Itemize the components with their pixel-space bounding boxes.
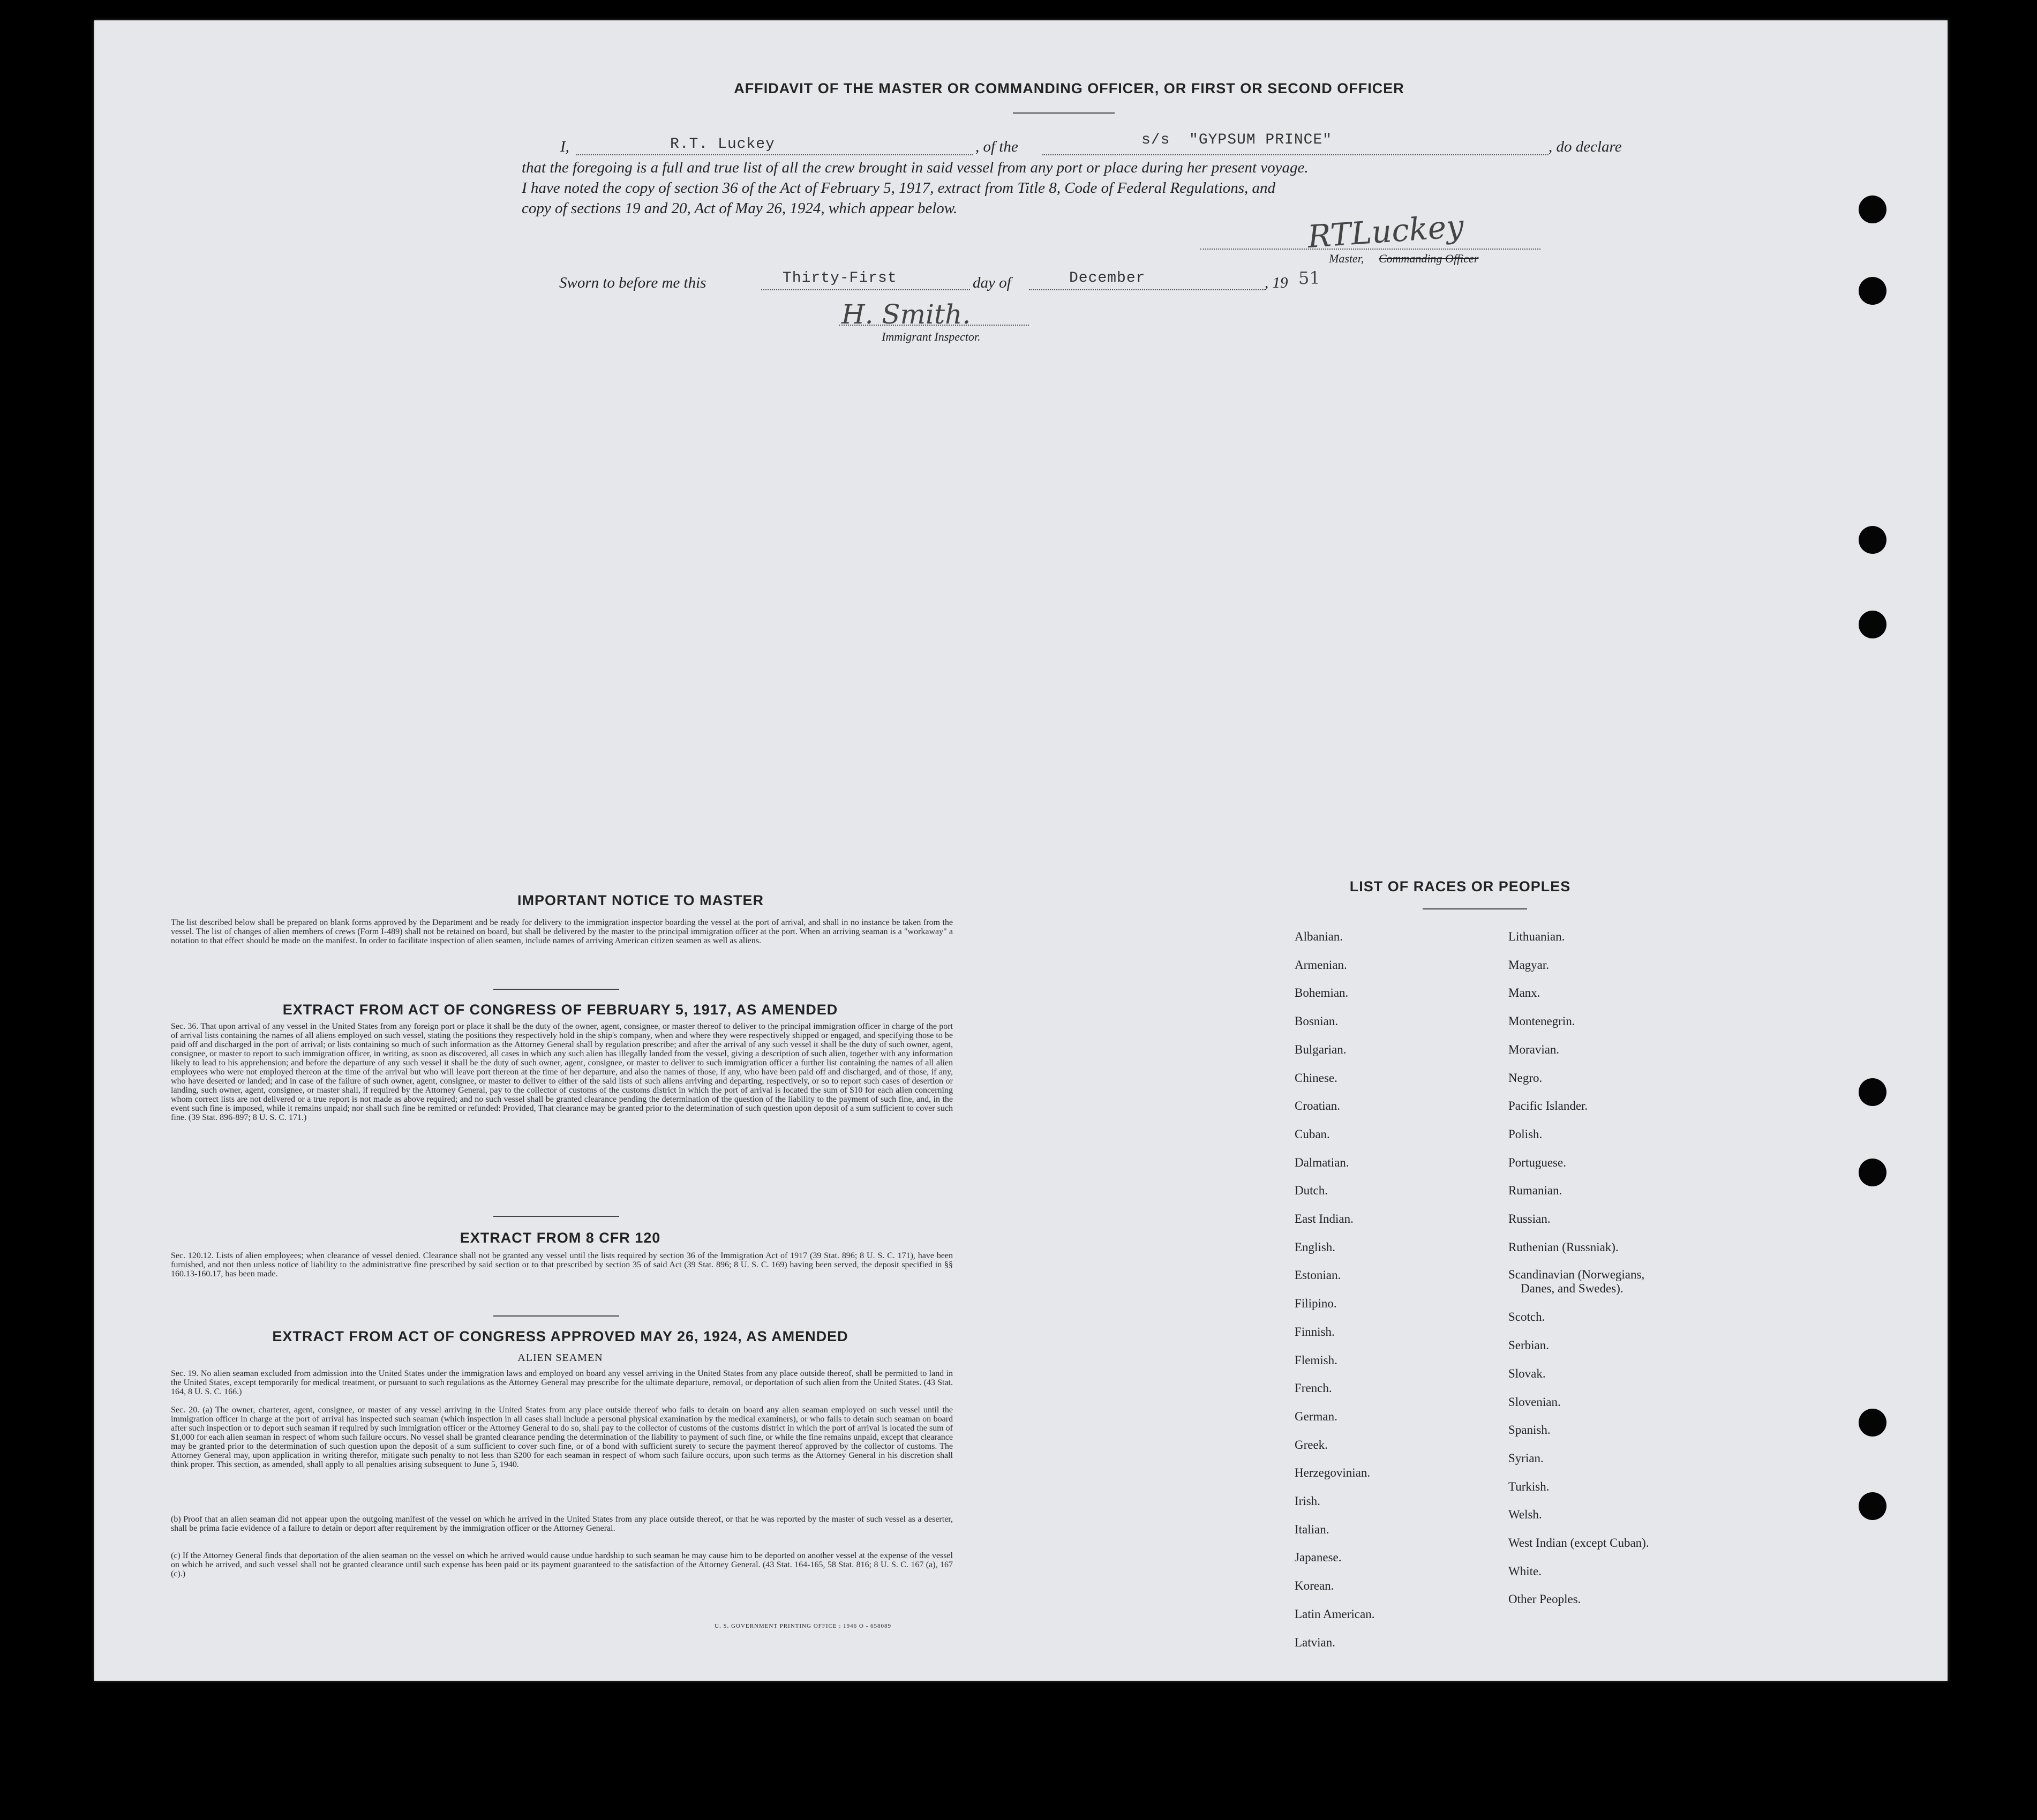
race-item: English.	[1295, 1240, 1336, 1254]
extract-8cfr-title: EXTRACT FROM 8 CFR 120	[460, 1230, 661, 1246]
vessel-line	[1042, 154, 1549, 155]
race-item: Flemish.	[1295, 1353, 1337, 1367]
race-item: West Indian (except Cuban).	[1508, 1536, 1649, 1550]
i-label: I,	[560, 138, 569, 155]
races-rule	[1423, 908, 1527, 909]
master-label-struck: Commanding Officer	[1379, 252, 1479, 265]
day-of-label: day of	[973, 274, 1011, 291]
extract-1924-sec20c: (c) If the Attorney General finds that deportation of the alien seaman on the vessel on which he arrived would cause undue hardship to such seaman he may cause him to be deported on another vessel at the expense of the vessel on which he arrived, and such vessel shall not be granted clearance until such expense has been paid or its payment guaranteed to the satisfaction of the Attorney General. (43 Stat. 164-165, 58 Stat. 816; 8 U. S. C. 167 (a), 167 (c).)	[171, 1551, 953, 1578]
punch-hole	[1859, 1078, 1886, 1106]
race-item: Irish.	[1295, 1494, 1320, 1508]
race-item: Manx.	[1508, 986, 1540, 1000]
master-signature-line	[1200, 249, 1540, 250]
punch-hole	[1859, 1159, 1886, 1186]
sworn-day: Thirty-First	[783, 270, 897, 287]
notice-title: IMPORTANT NOTICE TO MASTER	[517, 892, 764, 908]
race-item: Welsh.	[1508, 1508, 1542, 1522]
race-item: Ruthenian (Russniak).	[1508, 1240, 1619, 1254]
inspector-signature: H. Smith.	[841, 299, 971, 330]
title-rule	[1013, 112, 1115, 114]
extract-1924-subtitle: ALIEN SEAMEN	[517, 1352, 603, 1364]
races-left-column	[1295, 923, 1487, 1657]
race-item: Rumanian.	[1508, 1184, 1562, 1198]
punch-hole	[1859, 526, 1886, 554]
extract-1917-text: Sec. 36. That upon arrival of any vessel in the United States from any foreign port or place it shall be the duty of the owner, agent, consignee, or master thereof to deliver to the principal immigration officer in charge of the port of arrival lists containing the names of all aliens employed on such vessel, stating the positions they respectively hold in the ship's company, when and where they were respectively shipped or engaged, and specifying those to be paid off and discharged in the port of arrival; or lists containing so much of such information as the Attorney General shall by regulation prescribe; and after the arrival of any such vessel it shall be the duty of such owner, agent, consignee, or master to report to such immigration officer, in writing, as soon as discovered, all cases in which any such alien has illegally landed from the vessel, giving a description of such alien, together with any information likely to lead to his apprehension; and before the departure of any such vessel it shall be the duty of such owner, agent, consignee, or master to deliver to such immigration officer a further list containing the names of all alien employees who were not employed thereon at the time of the arrival but who will leave port thereon at the time of her departure, and also the names of those, if any, who have been paid off and discharged, and of those, if any, who have deserted or landed; and in case of the failure of such owner, agent, consignee, or master to deliver to either of the said lists of such aliens arriving and departing, respectively, or so to report such cases of desertion or landing, such owner, agent, consignee, or master shall, if required by the Attorney General, pay to the collector of customs of the customs district in which the port of arrival is located the sum of $10 for each alien concerning whom correct lists are not delivered or a true report is not made as above required; and no such vessel shall be granted clearance pending the determination of the question of the liability to the payment of such fine, and, in the event such fine is imposed, while it remains unpaid; nor shall such fine be remitted or refunded: Provided, That clearance may be granted prior to the determination of such question upon deposit of a sum sufficient to cover such fine. (39 Stat. 896-897; 8 U. S. C. 171.)	[171, 1022, 953, 1122]
race-item: Bosnian.	[1295, 1014, 1339, 1028]
extract-1924-sec20b: (b) Proof that an alien seaman did not appear upon the outgoing manifest of the vessel on which he arrived in the United States from any place outside thereof, or that he was reported by the master of such vessel as a deserter, shall be prima facie evidence of a failure to detain or deport after requirement by the immigration officer or the Attorney General.	[171, 1515, 953, 1533]
sworn-label: Sworn to before me this	[559, 274, 706, 291]
race-item: Slovak.	[1508, 1366, 1546, 1380]
race-item: Korean.	[1295, 1579, 1334, 1593]
race-item: Finnish.	[1295, 1325, 1335, 1338]
race-item: Bulgarian.	[1295, 1042, 1347, 1056]
race-item: Armenian.	[1295, 958, 1347, 972]
races-right-column	[1508, 923, 1830, 1614]
race-item: Magyar.	[1508, 958, 1550, 972]
race-item: Dutch.	[1295, 1184, 1328, 1198]
extract-1924-title: EXTRACT FROM ACT OF CONGRESS APPROVED MAY 26, 1924, AS AMENDED	[272, 1328, 848, 1344]
declare-label: , do declare	[1549, 138, 1622, 155]
race-item: Pacific Islander.	[1508, 1099, 1588, 1113]
year-prefix: , 19	[1265, 274, 1288, 291]
extract-1924-sec20a: Sec. 20. (a) The owner, charterer, agent, consignee, or master of any vessel arriving in the United States from any place outside thereof who fails to detain on board any alien seaman employed on such vessel until the immigration officer in charge at the port of arrival has inspected such seaman (which inspection in all cases shall include a personal physical examination by the medical examiners), or who fails to detain such seaman on board after such inspection or to deport such seaman if required by such immigration officer or the Attorney General to do so, shall pay to the collector of customs of the customs district in which the port of arrival is located the sum of $1,000 for each alien seaman in respect of whom such failure occurs. No vessel shall be granted clearance pending the determination of the liability to payment of such fine, or while the fine remains unpaid, except that clearance may be granted prior to the determination of such question upon the deposit of a sum sufficient to cover such fine, or of a bond with sufficient surety to secure the payment thereof approved by the collector of customs. The Attorney General may, upon application in writing therefor, mitigate such penalty to not less than $200 for each seaman in respect of whom such failure occurs, upon such terms as the Attorney General in his discretion shall think proper. This section, as amended, shall apply to all penalties arising subsequent to June 5, 1940.	[171, 1405, 953, 1469]
race-item: Croatian.	[1295, 1099, 1340, 1113]
race-item: Negro.	[1508, 1071, 1543, 1085]
extract-1924-sec19: Sec. 19. No alien seaman excluded from admission into the United States under the immigration laws and employed on board any vessel arriving in the United States from any place outside thereof, shall be permitted to land in the United States, except temporarily for medical treatment, or pursuant to such regulations as the Attorney General may prescribe for the ultimate departure, removal, or deportation of such alien from the United States. (43 Stat. 164, 8 U. S. C. 166.)	[171, 1369, 953, 1396]
master-signature: RTLuckey	[1306, 207, 1465, 255]
punch-hole	[1859, 1492, 1886, 1520]
race-item: Latvian.	[1295, 1635, 1335, 1649]
sworn-month-line	[1029, 289, 1265, 290]
punch-hole	[1859, 1409, 1886, 1437]
extract-1917-title: EXTRACT FROM ACT OF CONGRESS OF FEBRUARY 5, 1917, AS AMENDED	[282, 1002, 838, 1018]
affidavit-line-2: that the foregoing is a full and true list of all the crew brought in said vessel from any port or place during her present voyage.	[522, 159, 1309, 176]
inspector-label: Immigrant Inspector.	[882, 330, 981, 343]
race-item: Scotch.	[1508, 1310, 1545, 1324]
race-item: Spanish.	[1508, 1423, 1551, 1437]
race-item: Estonian.	[1295, 1268, 1341, 1282]
sworn-month: December	[1069, 270, 1146, 287]
master-name-line	[576, 154, 973, 155]
race-item: Italian.	[1295, 1522, 1329, 1536]
punch-hole	[1859, 195, 1886, 223]
races-title: LIST OF RACES OR PEOPLES	[1349, 878, 1571, 894]
race-item: Scandinavian (Norwegians, Danes, and Swedes).	[1508, 1268, 1645, 1296]
race-item: Japanese.	[1295, 1551, 1342, 1565]
master-label: Master,	[1329, 252, 1364, 265]
race-item: Portuguese.	[1508, 1155, 1566, 1169]
race-item: Latin American.	[1295, 1607, 1375, 1621]
race-item: Bohemian.	[1295, 986, 1349, 1000]
race-item: Syrian.	[1508, 1451, 1544, 1465]
year-suffix: 51	[1298, 268, 1320, 288]
section-rule	[493, 989, 619, 990]
race-item: Cuban.	[1295, 1127, 1330, 1141]
punch-hole	[1859, 277, 1886, 305]
sworn-day-line	[761, 289, 970, 290]
of-the-label: , of the	[975, 138, 1018, 155]
section-rule	[493, 1216, 619, 1217]
race-item: Dalmatian.	[1295, 1155, 1349, 1169]
vessel-name: s/s "GYPSUM PRINCE"	[1141, 132, 1333, 148]
punch-hole	[1859, 611, 1886, 638]
notice-text: The list described below shall be prepared on blank forms approved by the Department and be ready for delivery to the immigration inspector boarding the vessel at the port of arrival, and shall in no instance be taken from the vessel. The list of changes of alien members of crews (Form I-489) shall not be retained on board, but shall be delivered by the master to the principal immigration officer at the port. When an arriving seaman is a "workaway" a notation to that effect should be made on the manifest. In order to facilitate inspection of alien seamen, include names of arriving American citizen seamen as well as aliens.	[171, 918, 953, 945]
race-item: Filipino.	[1295, 1297, 1337, 1311]
race-item: Greek.	[1295, 1438, 1328, 1452]
document-page	[94, 20, 1948, 1681]
race-item: Polish.	[1508, 1127, 1543, 1141]
affidavit-line-3: I have noted the copy of section 36 of the Act of February 5, 1917, extract from Title 8, Code of Federal Regulations, and	[522, 179, 1276, 197]
race-item: French.	[1295, 1381, 1332, 1395]
race-item: Chinese.	[1295, 1071, 1337, 1085]
affidavit-title: AFFIDAVIT OF THE MASTER OR COMMANDING OFFICER, OR FIRST OR SECOND OFFICER	[734, 80, 1404, 96]
race-item: Serbian.	[1508, 1338, 1550, 1352]
inspector-signature-line	[839, 325, 1029, 326]
affidavit-line-4: copy of sections 19 and 20, Act of May 26, 1924, which appear below.	[522, 200, 958, 217]
race-item: East Indian.	[1295, 1212, 1354, 1226]
race-item: Montenegrin.	[1508, 1014, 1575, 1028]
printer-line: U. S. GOVERNMENT PRINTING OFFICE : 1946 O - 658089	[715, 1623, 892, 1629]
race-item: Other Peoples.	[1508, 1592, 1581, 1606]
master-name: R.T. Luckey	[670, 136, 775, 153]
race-item: Herzegovinian.	[1295, 1466, 1371, 1480]
race-item: Turkish.	[1508, 1479, 1550, 1493]
race-item: Albanian.	[1295, 930, 1343, 943]
race-item: Lithuanian.	[1508, 930, 1565, 943]
race-item: White.	[1508, 1564, 1542, 1578]
race-item: Slovenian.	[1508, 1395, 1561, 1409]
race-item: Moravian.	[1508, 1042, 1560, 1056]
race-item: Russian.	[1508, 1212, 1551, 1226]
extract-8cfr-text: Sec. 120.12. Lists of alien employees; when clearance of vessel denied. Clearance shall not be granted any vessel until the lists required by section 36 of the Immigration Act of 1917 (39 Stat. 896; 8 U. S. C. 171), have been furnished, and not then unless notice of liability to the administrative fine prescribed by said section or to that prescribed by section 35 of said Act (39 Stat. 896; 8 U. S. C. 169) having been served, the deposit specified in §§ 160.13-160.17, has been made.	[171, 1251, 953, 1278]
section-rule	[493, 1315, 619, 1317]
race-item: German.	[1295, 1409, 1337, 1423]
